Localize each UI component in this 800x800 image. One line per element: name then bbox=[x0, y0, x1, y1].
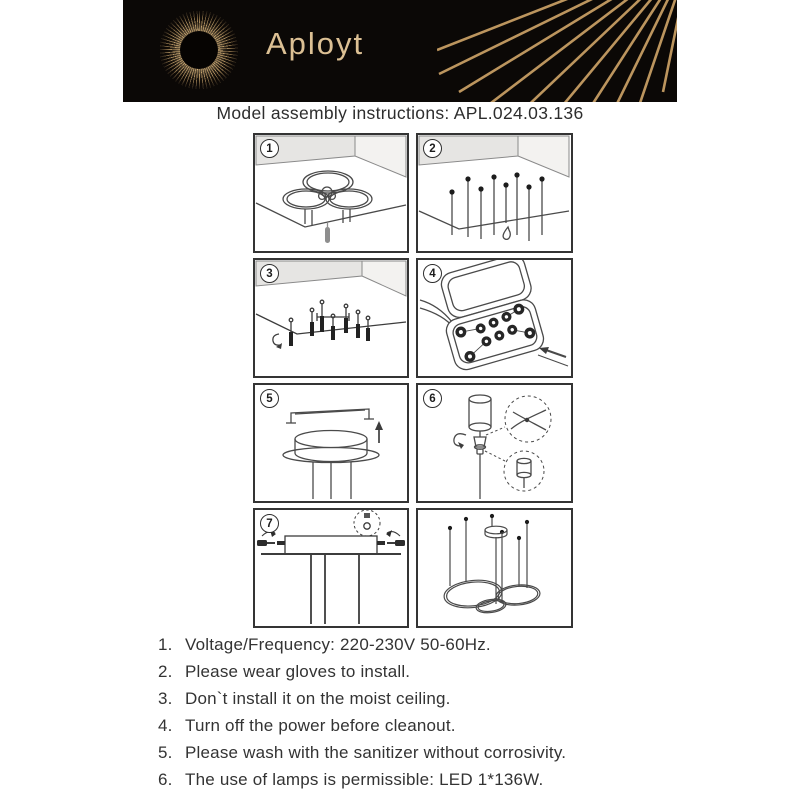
instruction-number: 4. bbox=[158, 716, 173, 735]
panel-step-1 bbox=[253, 133, 409, 253]
instruction-item bbox=[158, 712, 678, 739]
step-number-badge: 6 bbox=[423, 389, 442, 408]
instruction-number: 6. bbox=[158, 770, 173, 789]
instruction-item bbox=[158, 685, 678, 712]
page-title: Model assembly instructions: APL.024.03.136 bbox=[216, 103, 584, 123]
instructions-list bbox=[158, 631, 678, 793]
instruction-number: 3. bbox=[158, 689, 173, 708]
step-number-badge: 4 bbox=[423, 264, 442, 283]
panel-step-3 bbox=[253, 258, 409, 378]
instruction-text: Voltage/Frequency: 220-230V 50-60Hz. bbox=[185, 635, 491, 654]
chandelier-illustration-icon bbox=[418, 510, 570, 626]
instruction-text: Please wear gloves to install. bbox=[185, 662, 411, 681]
sunburst-logo-icon bbox=[160, 11, 238, 89]
instruction-text: Don`t install it on the moist ceiling. bbox=[185, 689, 451, 708]
instruction-item bbox=[158, 631, 678, 658]
step-number-badge: 3 bbox=[260, 264, 279, 283]
panel-step-7 bbox=[253, 508, 409, 628]
instruction-item bbox=[158, 658, 678, 685]
instruction-text: Please wash with the sanitizer without corrosivity. bbox=[185, 743, 567, 762]
panel-step-5 bbox=[253, 383, 409, 503]
step-number-badge: 1 bbox=[260, 139, 279, 158]
panel-step-4 bbox=[416, 258, 573, 378]
step-number-badge: 2 bbox=[423, 139, 442, 158]
instruction-number: 2. bbox=[158, 662, 173, 681]
instruction-number: 1. bbox=[158, 635, 173, 654]
assembly-steps-grid bbox=[253, 133, 573, 628]
panel-step-2 bbox=[416, 133, 573, 253]
header-banner bbox=[123, 0, 677, 102]
instruction-item bbox=[158, 739, 678, 766]
instruction-number: 5. bbox=[158, 743, 173, 762]
panel-assembled-chandelier bbox=[416, 508, 573, 628]
instruction-item bbox=[158, 766, 678, 793]
brand-wordmark: Aployt bbox=[266, 26, 365, 61]
instruction-text: Turn off the power before cleanout. bbox=[185, 716, 456, 735]
step-number-badge: 7 bbox=[260, 514, 279, 533]
panel-step-6 bbox=[416, 383, 573, 503]
gold-rays-icon bbox=[437, 0, 677, 102]
step-number-badge: 5 bbox=[260, 389, 279, 408]
instruction-text: The use of lamps is permissible: LED 1*136W. bbox=[185, 770, 544, 789]
